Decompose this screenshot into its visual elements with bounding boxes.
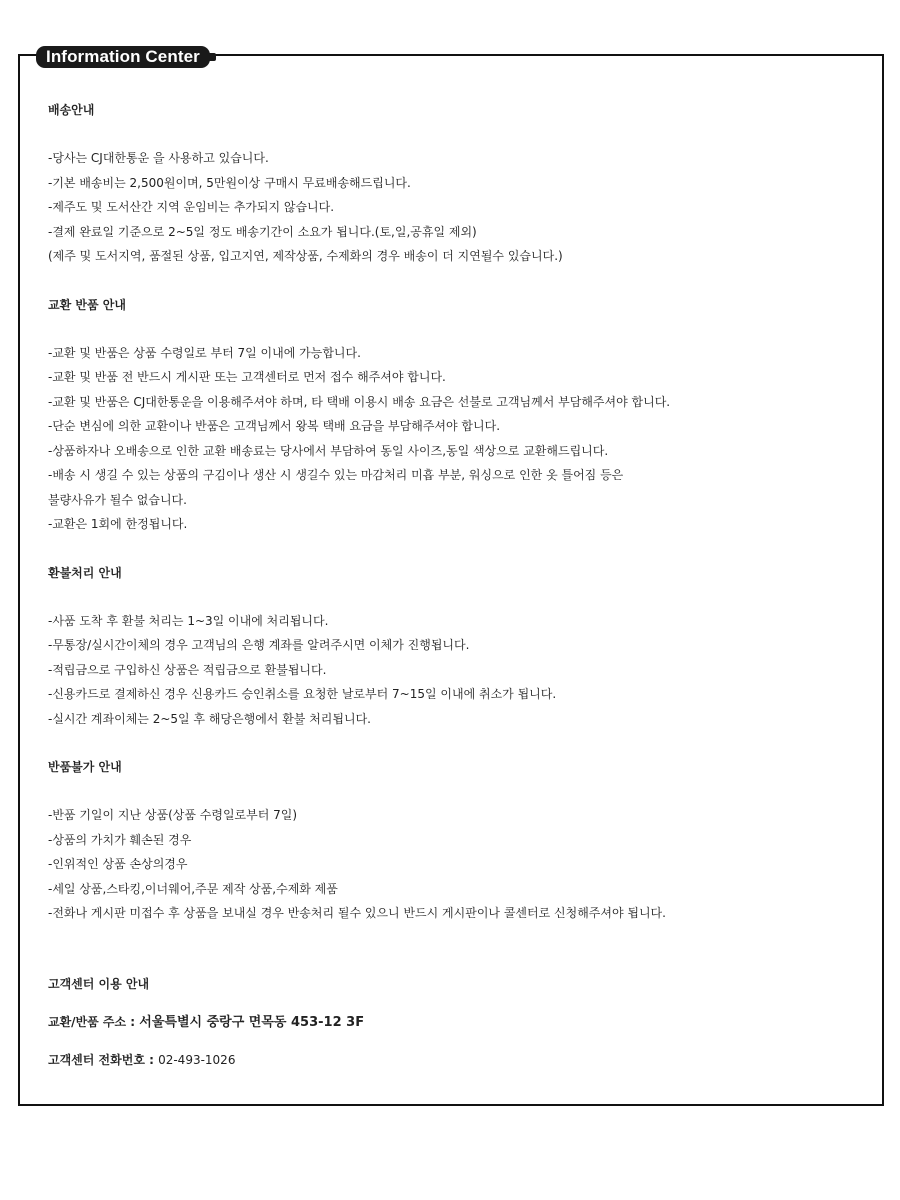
return-address-label: 교환/반품 주소 : bbox=[48, 1014, 140, 1029]
text-line: -결제 완료일 기준으로 2~5일 정도 배송기간이 소요가 됩니다.(토,일,공휴일 제외) bbox=[48, 224, 477, 239]
text-line: -반품 기일이 지난 상품(상품 수령일로부터 7일) bbox=[48, 808, 298, 822]
return-address-value: 서울특별시 중랑구 면목동 453-12 3F bbox=[139, 1014, 365, 1030]
text-line: -실시간 계좌이체는 2~5일 후 해당은행에서 환불 처리됩니다. bbox=[48, 711, 371, 726]
text-line: -세일 상품,스타킹,이너웨어,주문 제작 상품,수제화 제품 bbox=[48, 881, 338, 896]
text-line: -교환 및 반품 전 반드시 게시판 또는 고객센터로 먼저 접수 해주셔야 합니다. bbox=[48, 370, 446, 384]
non-returnable-lines bbox=[48, 803, 868, 926]
customer-center-title: 고객센터 이용 안내 bbox=[48, 976, 150, 991]
text-line: -무통장/실시간이체의 경우 고객님의 은행 계좌를 알려주시면 이체가 진행됩니다. bbox=[48, 638, 470, 652]
text-line: (제주 및 도서지역, 품절된 상품, 입고지연, 제작상품, 수제화의 경우 배송이 더 지연될수 있습니다.) bbox=[48, 249, 563, 263]
information-content bbox=[48, 98, 868, 1086]
text-line: -상품하자나 오배송으로 인한 교환 배송료는 당사에서 부담하여 동일 사이즈,동일 색상으로 교환해드립니다. bbox=[48, 443, 609, 458]
text-line: 불량사유가 될수 없습니다. bbox=[48, 492, 187, 507]
text-line: -기본 배송비는 2,500원이며, 5만원이상 구매시 무료배송해드립니다. bbox=[48, 175, 411, 190]
return-address bbox=[48, 1010, 868, 1034]
section-exchange-return bbox=[48, 293, 868, 537]
text-line: -당사는 CJ대한통운 을 사용하고 있습니다. bbox=[48, 151, 269, 165]
text-line: -전화나 게시판 미접수 후 상품을 보내실 경우 반송처리 될수 있으니 반드시 게시판이나 콜센터로 신청해주셔야 됩니다. bbox=[48, 906, 666, 920]
customer-phone-value: 02-493-1026 bbox=[158, 1052, 236, 1067]
section-refund bbox=[48, 561, 868, 732]
spacer bbox=[48, 269, 868, 293]
text-line: -사품 도착 후 환불 처리는 1~3일 이내에 처리됩니다. bbox=[48, 613, 329, 628]
spacer bbox=[48, 731, 868, 755]
spacer bbox=[48, 537, 868, 561]
exchange-return-lines bbox=[48, 341, 868, 537]
section-title-shipping: 배송안내 bbox=[48, 103, 95, 117]
customer-phone bbox=[48, 1048, 868, 1072]
section-non-returnable bbox=[48, 755, 868, 926]
text-line: -단순 변심에 의한 교환이나 반품은 고객님께서 왕복 택배 요금을 부담해주셔야 합니다. bbox=[48, 419, 501, 433]
text-line: -교환 및 반품은 CJ대한통운을 이용해주셔야 하며, 타 택배 이용시 배송 요금은 선불로 고객님께서 부담해주셔야 합니다. bbox=[48, 394, 671, 409]
section-title-refund: 환불처리 안내 bbox=[48, 565, 122, 580]
section-title-exchange-return: 교환 반품 안내 bbox=[48, 297, 126, 312]
text-line: -적립금으로 구입하신 상품은 적립금으로 환불됩니다. bbox=[48, 662, 327, 677]
text-line: -상품의 가치가 훼손된 경우 bbox=[48, 832, 192, 847]
section-customer-center bbox=[48, 972, 868, 1072]
refund-lines bbox=[48, 609, 868, 732]
spacer bbox=[48, 926, 868, 972]
customer-phone-label: 고객센터 전화번호 : bbox=[48, 1052, 159, 1067]
text-line: -교환 및 반품은 상품 수령일로 부터 7일 이내에 가능합니다. bbox=[48, 345, 361, 360]
section-title-non-returnable: 반품불가 안내 bbox=[48, 760, 122, 774]
information-center-title: Information Center bbox=[36, 46, 210, 68]
section-shipping bbox=[48, 98, 868, 269]
text-line: -인위적인 상품 손상의경우 bbox=[48, 857, 188, 871]
text-line: -배송 시 생길 수 있는 상품의 구김이나 생산 시 생길수 있는 마감처리 미흡 부분, 워싱으로 인한 옷 틀어짐 등은 bbox=[48, 468, 624, 482]
shipping-lines bbox=[48, 146, 868, 269]
text-line: -신용카드로 결제하신 경우 신용카드 승인취소를 요청한 날로부터 7~15일 이내에 취소가 됩니다. bbox=[48, 687, 557, 701]
text-line: -교환은 1회에 한정됩니다. bbox=[48, 517, 188, 531]
text-line: -제주도 및 도서산간 지역 운임비는 추가되지 않습니다. bbox=[48, 200, 335, 214]
